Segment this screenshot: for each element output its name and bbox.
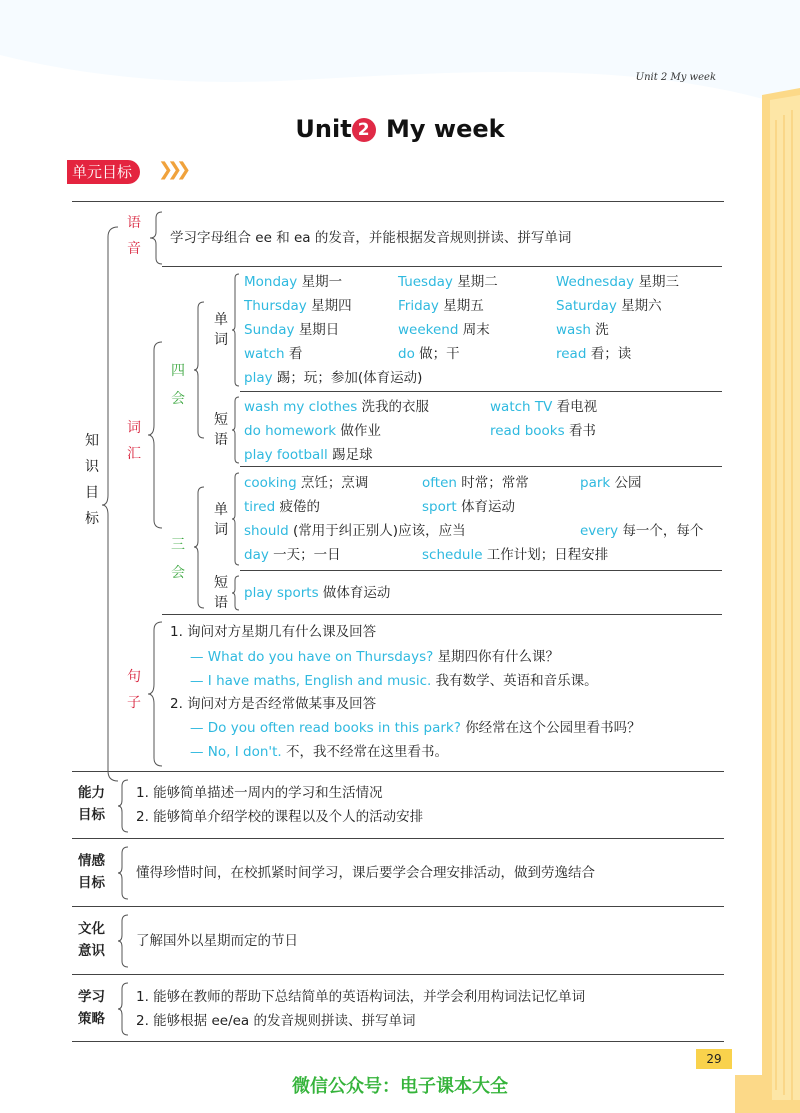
three-phrase-label: 短 语 [214,575,228,611]
divider [72,838,724,839]
sentence-line: — What do you have on Thursdays? 星期四你有什么课？ [190,649,560,665]
divider [240,570,722,571]
running-head: Unit 2 My week [635,72,716,83]
vocab-item: park 公园 [580,475,642,491]
sentence-group-title: 2. 询问对方是否经常做某事及回答 [170,696,377,712]
title-suffix: My week [386,115,505,143]
ability-item: 1. 能够简单描述一周内的学习和生活情况 [136,785,383,801]
vocab-item: do 做；干 [398,346,460,362]
phrase-item: do homework 做作业 [244,423,381,439]
four-phrase-brace [231,395,241,465]
vocab-item: sport 体育运动 [422,499,516,515]
emotion-item: 懂得珍惜时间，在校抓紧时间学习，课后要学会合理安排活动，做到劳逸结合 [136,865,595,881]
vocab-item: Sunday 星期日 [244,322,340,338]
sentence-line: — Do you often read books in this park? 你经常在这个公园里看书吗？ [190,720,641,736]
ability-brace [116,778,130,834]
vocab-item: schedule 工作计划；日程安排 [422,547,609,563]
strategy-label: 学习 策略 [78,989,105,1027]
knowledge-brace [100,225,120,785]
four-phrase-label: 短 语 [214,412,228,448]
vocab-item: Thursday 星期四 [244,298,352,314]
vocab-brace [146,340,164,530]
vocab-label: 词 汇 [127,420,141,462]
sentence-label: 句 子 [127,669,141,711]
unit-number-badge: 2 [352,118,376,142]
divider [72,771,724,772]
culture-brace [116,913,130,969]
vocab-item: day 一天；一日 [244,547,341,563]
emotion-label: 情感 目标 [78,853,105,891]
vocab-item: weekend 周末 [398,322,490,338]
sentence-line: — No, I don't. 不，我不经常在这里看书。 [190,744,448,760]
vocab-item: watch 看 [244,346,303,362]
divider [162,614,722,615]
four-brace [192,300,206,440]
vocab-item: Monday 星期一 [244,274,343,290]
page-number: 29 [696,1049,732,1069]
title-prefix: Unit [295,115,352,143]
three-skills-label: 三 会 [171,537,185,581]
phrase-item: watch TV 看电视 [490,399,598,415]
vocab-item: tired 疲倦的 [244,499,320,515]
phrase-item: read books 看书 [490,423,596,439]
four-skills-label: 四 会 [171,363,185,407]
phrase-item: play sports 做体育运动 [244,585,391,601]
phonetics-label: 语 音 [127,215,141,257]
four-word-label: 单 词 [214,312,228,348]
vocab-item: wash 洗 [556,322,609,338]
vocab-item: Tuesday 星期二 [398,274,498,290]
phrase-item: wash my clothes 洗我的衣服 [244,399,430,415]
divider [72,1041,724,1042]
vocab-item: should (常用于纠正别人)应该，应当 [244,523,466,539]
vocab-item: often 时常；常常 [422,475,529,491]
phrase-item: play football 踢足球 [244,447,373,463]
sentence-brace [146,620,164,768]
three-brace [192,485,206,610]
vocab-item: cooking 烹饪；烹调 [244,475,369,491]
phonetics-text: 学习字母组合 ee 和 ea 的发音，并能根据发音规则拼读、拼写单词 [170,230,572,246]
four-word-brace [231,272,241,388]
chevron-arrows-icon: ❯❯❯ [158,159,186,180]
vocab-item: read 看；读 [556,346,632,362]
divider [72,201,724,202]
vocab-item: every 每一个，每个 [580,523,704,539]
vocab-item: Saturday 星期六 [556,298,662,314]
divider [72,906,724,907]
divider [72,974,724,975]
vocab-item: Friday 星期五 [398,298,484,314]
emotion-brace [116,845,130,901]
divider [162,266,722,267]
phonetics-brace [148,210,164,266]
strategy-brace [116,981,130,1037]
knowledge-label: 知 识 目 标 [85,433,99,527]
sentence-line: — I have maths, English and music. 我有数学、英语和音乐课。 [190,673,598,689]
three-word-brace [231,471,241,567]
strategy-item: 2. 能够根据 ee/ea 的发音规则拼读、拼写单词 [136,1013,416,1029]
strategy-item: 1. 能够在教师的帮助下总结简单的英语构词法，并学会利用构词法记忆单词 [136,989,586,1005]
culture-label: 文化 意识 [78,921,105,959]
divider [240,391,722,392]
culture-item: 了解国外以星期而定的节日 [136,933,298,949]
ability-item: 2. 能够简单介绍学校的课程以及个人的活动安排 [136,809,424,825]
vocab-item: Wednesday 星期三 [556,274,679,290]
vocab-item: play 踢；玩；参加(体育运动) [244,370,423,386]
ability-label: 能力 目标 [78,785,105,823]
three-phrase-brace [231,574,241,612]
section-badge: 单元目标 [67,160,140,184]
sentence-group-title: 1. 询问对方星期几有什么课及回答 [170,624,377,640]
page-title [0,115,800,143]
three-word-label: 单 词 [214,502,228,538]
footer-watermark: 微信公众号：电子课本大全 [292,1076,508,1097]
